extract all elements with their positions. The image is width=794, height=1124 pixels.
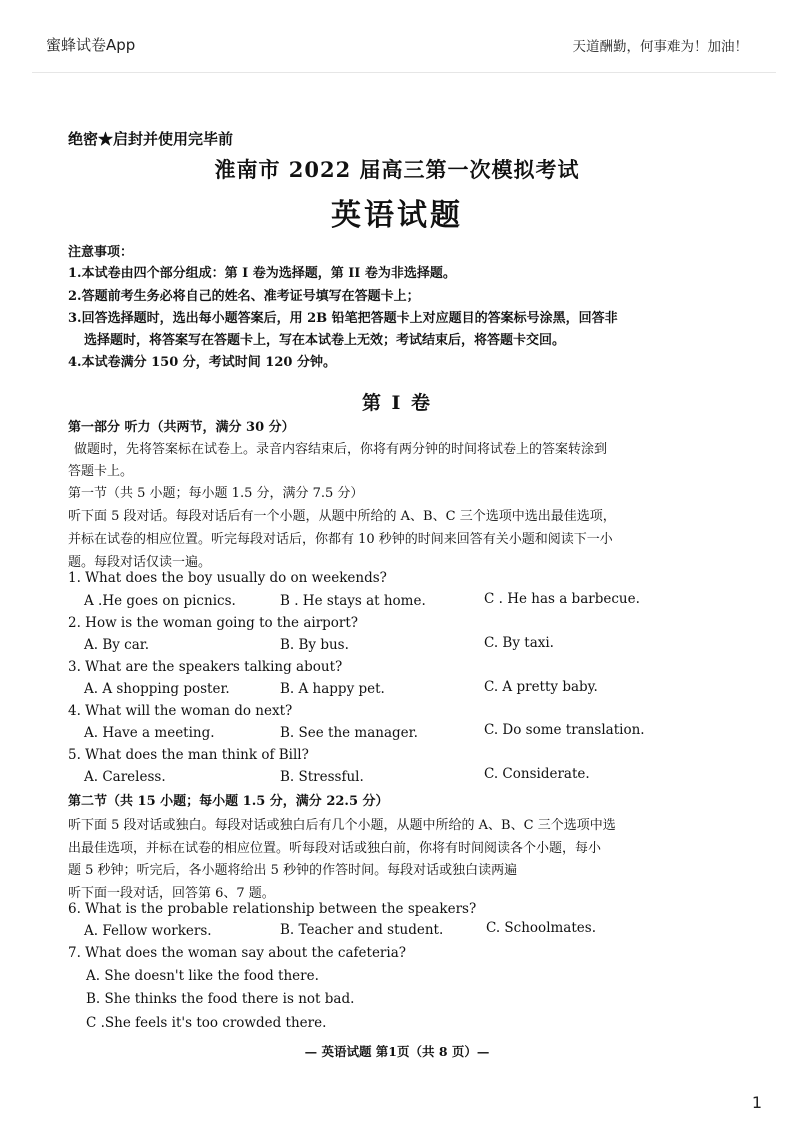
- note-item: 4.本试卷满分 150 分，考试时间 120 分钟。: [68, 355, 336, 370]
- note-item: 3.回答选择题时，选出每小题答案后，用 2B 铅笔把答题卡上对应题目的答案标号涂黑，回答非: [68, 311, 618, 326]
- section1-instruction-line: 并标在试卷的相应位置。听完每段对话后，你都有 10 秒钟的时间来回答有关小题和阅读下一小: [68, 532, 613, 547]
- app-motto: 天道酬勤，何事难为！加油！: [572, 39, 748, 55]
- section1-heading: 第一节（共 5 小题；每小题 1.5 分，满分 7.5 分）: [68, 486, 364, 501]
- option-a: A .He goes on picnics.: [84, 593, 236, 609]
- question-stem: 4. What will the woman do next?: [68, 703, 293, 719]
- option-c: C. Schoolmates.: [486, 920, 596, 936]
- question-stem: 1. What does the boy usually do on weekends?: [68, 570, 387, 586]
- section1-instruction-line: 听下面 5 段对话。每段对话后有一个小题，从题中所给的 A、B、C 三个选项中选出最佳选项，: [68, 509, 616, 524]
- option-b: B. Stressful.: [280, 769, 364, 785]
- exam-title: 淮南市 2022 届高三第一次模拟考试: [214, 157, 580, 182]
- part1-intro-line: 答题卡上。: [68, 464, 134, 479]
- option-b: B. A happy pet.: [280, 681, 385, 697]
- option-a: A. A shopping poster.: [84, 681, 230, 697]
- question-stem: 6. What is the probable relationship between the speakers?: [68, 901, 477, 917]
- option-b: B. Teacher and student.: [280, 922, 444, 938]
- note-item: 选择题时，将答案写在答题卡上，写在本试卷上无效；考试结束后，将答题卡交回。: [84, 333, 566, 348]
- secret-label: 绝密★启封并使用完毕前: [68, 130, 234, 148]
- page-footer: — 英语试题 第1页（共 8 页）—: [304, 1044, 490, 1059]
- part1-intro-line: 做题时，先将答案标在试卷上。录音内容结束后，你将有两分钟的时间将试卷上的答案转涂到: [74, 442, 608, 457]
- option-b: B. She thinks the food there is not bad.: [86, 991, 355, 1007]
- question-stem: 3. What are the speakers talking about?: [68, 659, 343, 675]
- section2-instruction-line: 听下面 5 段对话或独白。每段对话或独白后有几个小题，从题中所给的 A、B、C 三个选项中选: [68, 818, 616, 833]
- note-item: 2.答题前考生务必将自己的姓名、准考证号填写在答题卡上；: [68, 289, 420, 304]
- option-c: C. Considerate.: [484, 766, 590, 782]
- option-c: C. A pretty baby.: [484, 679, 598, 695]
- option-c: C. By taxi.: [484, 635, 554, 651]
- option-c: C. Do some translation.: [484, 722, 645, 738]
- option-a: A. Fellow workers.: [84, 923, 212, 939]
- option-a: A. Careless.: [84, 769, 166, 785]
- section2-instruction-line: 题 5 秒钟；听完后，各小题将给出 5 秒钟的作答时间。每段对话或独白读两遍: [68, 863, 518, 878]
- header-divider: [32, 72, 776, 73]
- option-a: A. Have a meeting.: [84, 725, 215, 741]
- option-b: B. By bus.: [280, 637, 349, 653]
- exam-page: [0, 76, 794, 1076]
- app-header: [0, 0, 794, 76]
- part1-heading: 第一部分 听力（共两节，满分 30 分）: [68, 420, 295, 435]
- option-b: B . He stays at home.: [280, 593, 426, 609]
- section2-instruction-line: 听下面一段对话，回答第 6、7 题。: [68, 886, 275, 901]
- option-b: B. See the manager.: [280, 725, 418, 741]
- option-a: A. She doesn't like the food there.: [86, 968, 319, 984]
- option-a: A. By car.: [84, 637, 150, 653]
- section1-instruction-line: 题。每段对话仅读一遍。: [68, 555, 212, 570]
- option-c: C .She feels it's too crowded there.: [86, 1015, 327, 1031]
- volume-title: 第 I 卷: [361, 392, 433, 414]
- notes-heading: 注意事项：: [68, 245, 134, 260]
- page-number: 1: [751, 1093, 762, 1112]
- subject-title: 英语试题: [331, 198, 463, 233]
- section2-instruction-line: 出最佳选项，并标在试卷的相应位置。听每段对话或独白前，你将有时间阅读各个小题，每小: [68, 841, 602, 856]
- section2-heading: 第二节（共 15 小题；每小题 1.5 分，满分 22.5 分）: [68, 794, 389, 809]
- question-stem: 7. What does the woman say about the cafeteria?: [68, 945, 406, 961]
- option-c: C . He has a barbecue.: [484, 591, 640, 607]
- question-stem: 5. What does the man think of Bill?: [68, 747, 309, 763]
- question-stem: 2. How is the woman going to the airport?: [68, 615, 359, 631]
- app-name: 蜜蜂试卷App: [46, 36, 136, 54]
- note-item: 1.本试卷由四个部分组成：第 I 卷为选择题，第 II 卷为非选择题。: [68, 266, 456, 281]
